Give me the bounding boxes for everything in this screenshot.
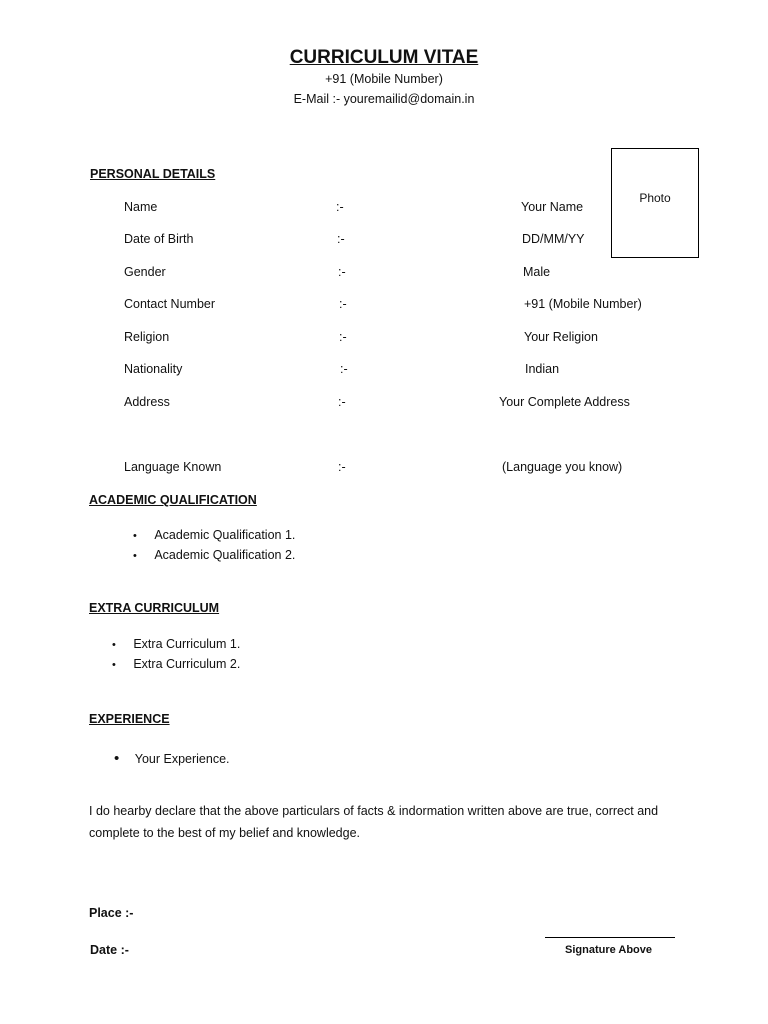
row-sep-name: :-	[336, 200, 344, 214]
row-sep-religion: :-	[339, 330, 347, 344]
list-item-text: Your Experience.	[134, 752, 230, 766]
bullet-icon: •	[112, 659, 116, 671]
date-label: Date :-	[90, 943, 129, 957]
row-value-dob: DD/MM/YY	[522, 232, 585, 246]
personal-details-heading: PERSONAL DETAILS	[90, 167, 216, 181]
bullet-icon: •	[133, 550, 137, 562]
row-label-gender: Gender	[124, 265, 166, 279]
row-sep-language: :-	[338, 460, 346, 474]
bullet-icon: •	[114, 750, 120, 767]
row-sep-address: :-	[338, 395, 346, 409]
row-label-dob: Date of Birth	[124, 232, 194, 246]
bullet-icon: •	[133, 530, 137, 542]
list-item	[133, 548, 295, 562]
place-label: Place :-	[89, 906, 134, 920]
row-value-name: Your Name	[521, 200, 584, 214]
experience-heading: EXPERIENCE	[89, 712, 170, 726]
row-sep-dob: :-	[337, 232, 345, 246]
page-title	[0, 47, 768, 69]
email-address: E-Mail :- youremailid@domain.in	[293, 92, 475, 106]
row-value-contact: +91 (Mobile Number)	[524, 297, 642, 311]
row-label-religion: Religion	[124, 330, 170, 344]
declaration-text: I do hearby declare that the above particulars of facts & indormation written above are true, correct and complete to the best of my belief and knowledge.	[89, 804, 659, 840]
extra-curriculum-heading: EXTRA CURRICULUM	[89, 601, 220, 615]
list-item	[133, 528, 295, 542]
title-text: CURRICULUM VITAE	[289, 47, 479, 68]
row-label-contact: Contact Number	[124, 297, 216, 311]
row-value-religion: Your Religion	[524, 330, 598, 344]
list-item-text: Extra Curriculum 2.	[133, 657, 241, 671]
row-value-nationality: Indian	[525, 362, 560, 376]
list-item	[112, 637, 240, 651]
row-sep-nationality: :-	[340, 362, 348, 376]
row-label-language: Language Known	[124, 460, 222, 474]
list-item-text: Academic Qualification 1.	[154, 528, 296, 542]
mobile-number: +91 (Mobile Number)	[325, 72, 443, 86]
signature-label: Signature Above	[565, 944, 652, 956]
row-label-address: Address	[124, 395, 170, 409]
row-value-language: (Language you know)	[502, 460, 623, 474]
list-item-text: Extra Curriculum 1.	[133, 637, 241, 651]
row-label-nationality: Nationality	[124, 362, 183, 376]
list-item	[114, 750, 230, 767]
bullet-icon: •	[112, 639, 116, 651]
photo-label: Photo	[639, 191, 671, 205]
academic-heading: ACADEMIC QUALIFICATION	[89, 493, 257, 507]
row-value-address: Your Complete Address	[499, 395, 630, 409]
row-sep-gender: :-	[338, 265, 346, 279]
row-sep-contact: :-	[339, 297, 347, 311]
list-item	[112, 657, 240, 671]
photo-box	[611, 148, 699, 258]
row-value-gender: Male	[523, 265, 551, 279]
list-item-text: Academic Qualification 2.	[154, 548, 296, 562]
row-label-name: Name	[124, 200, 158, 214]
signature-line	[545, 937, 675, 938]
